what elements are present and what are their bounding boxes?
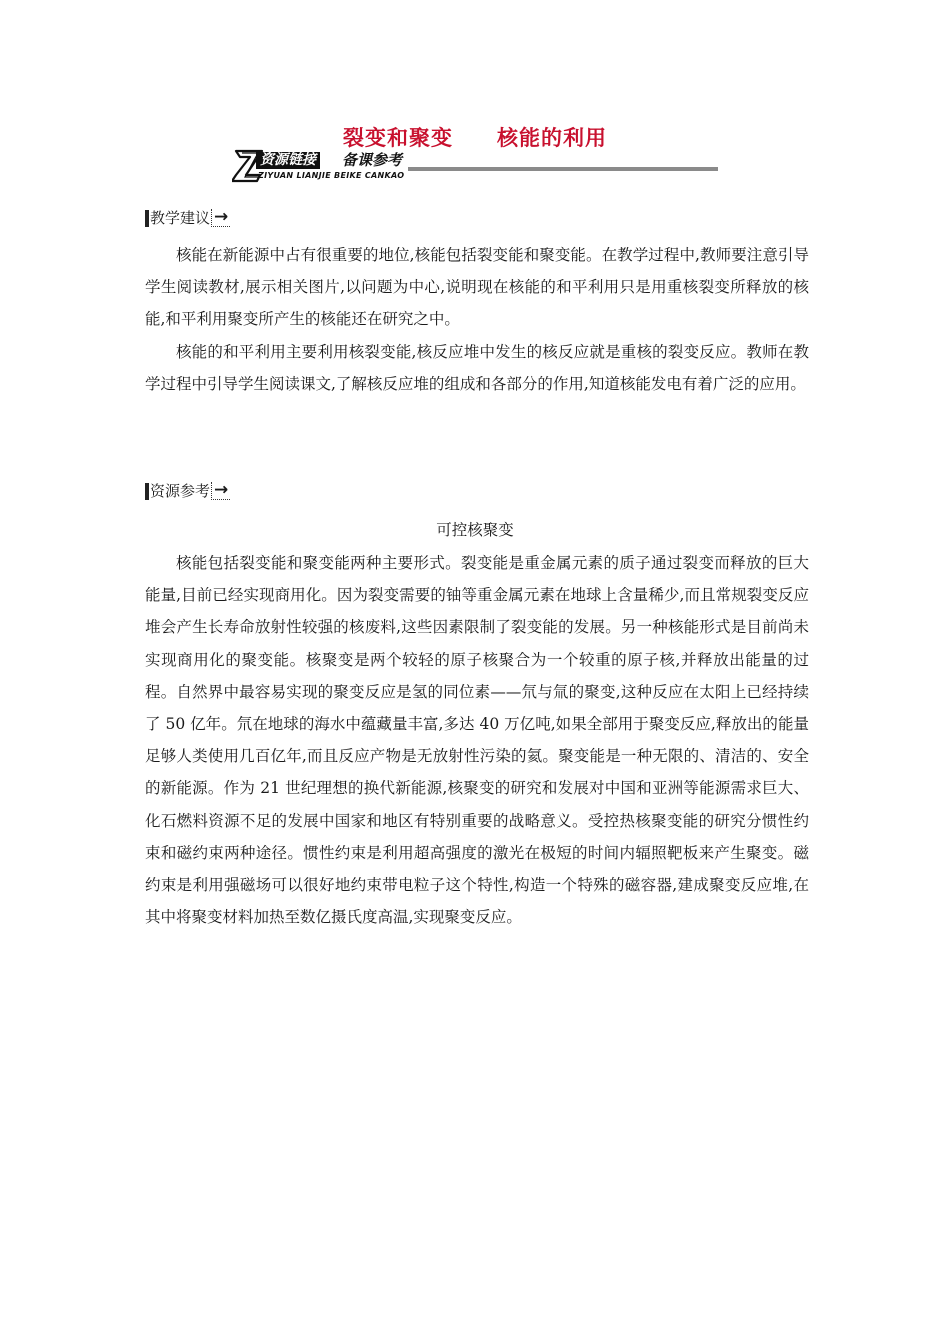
- section-marker: [145, 210, 149, 227]
- teaching-advice-body: [145, 239, 809, 400]
- resource-reference-body: [145, 547, 809, 933]
- resource-banner: [232, 147, 718, 187]
- banner-divider: [408, 167, 718, 171]
- section-heading-teaching-advice: [145, 207, 230, 229]
- banner-pinyin: ZIYUAN LIANJIE BEIKE CANKAO: [258, 171, 405, 180]
- banner-tag: 资源链接: [256, 152, 320, 169]
- section-heading-resource-reference: [145, 480, 230, 502]
- paragraph: 核能的和平利用主要利用核裂变能,核反应堆中发生的核反应就是重核的裂变反应。教师在教学过程中引导学生阅读课文,了解核反应堆的组成和各部分的作用,知道核能发电有着广泛的应用。: [145, 342, 809, 393]
- section-heading-label: 教学建议: [150, 209, 211, 227]
- article-title: 可控核聚变: [436, 521, 514, 539]
- banner-subtitle: 备课参考: [342, 151, 403, 169]
- arrow-right-icon: →: [211, 482, 230, 500]
- page-title: 裂变和聚变 核能的利用: [343, 126, 607, 150]
- paragraph: 核能包括裂变能和聚变能两种主要形式。裂变能是重金属元素的质子通过裂变而释放的巨大能量,目前已经实现商用化。因为裂变需要的铀等重金属元素在地球上含量稀少,而且常规裂变反应堆会产生长寿命放射性较强的核废料,这些因素限制了裂变能的发展。另一种核能形式是目前尚未实现商用化的聚变能。核聚变是两个较轻的原子核聚合为一个较重的原子核,并释放出能量的过程。自然界中最容易实现的聚变反应是氢的同位素——氘与氚的聚变,这种反应在太阳上已经持续了 50 亿年。氘在地球的海水中蕴藏量丰富,多达 40 万亿吨,如果全部用于聚变反应,释放出的能量足够人类使用几百亿年,而且反应产物是无放射性污染的氦。聚变能是一种无限的、清洁的、安全的新能源。作为 21 世纪理想的换代新能源,核聚变的研究和发展对中国和亚洲等能源需求巨大、化石燃料资源不足的发展中国家和地区有特别重要的战略意义。受控热核聚变能的研究分惯性约束和磁约束两种途径。惯性约束是利用超高强度的激光在极短的时间内辐照靶板来产生聚变。磁约束是利用强磁场可以很好地约束带电粒子这个特性,构造一个特殊的磁容器,建成聚变反应堆,在其中将聚变材料加热至数亿摄氏度高温,实现聚变反应。: [145, 554, 809, 927]
- paragraph: 核能在新能源中占有很重要的地位,核能包括裂变能和聚变能。在教学过程中,教师要注意引导学生阅读教材,展示相关图片,以问题为中心,说明现在核能的和平利用只是用重核裂变所释放的核能,和平利用聚变所产生的核能还在研究之中。: [145, 246, 809, 329]
- section-marker: [145, 483, 149, 500]
- arrow-right-icon: →: [211, 209, 230, 227]
- section-heading-label: 资源参考: [150, 482, 211, 500]
